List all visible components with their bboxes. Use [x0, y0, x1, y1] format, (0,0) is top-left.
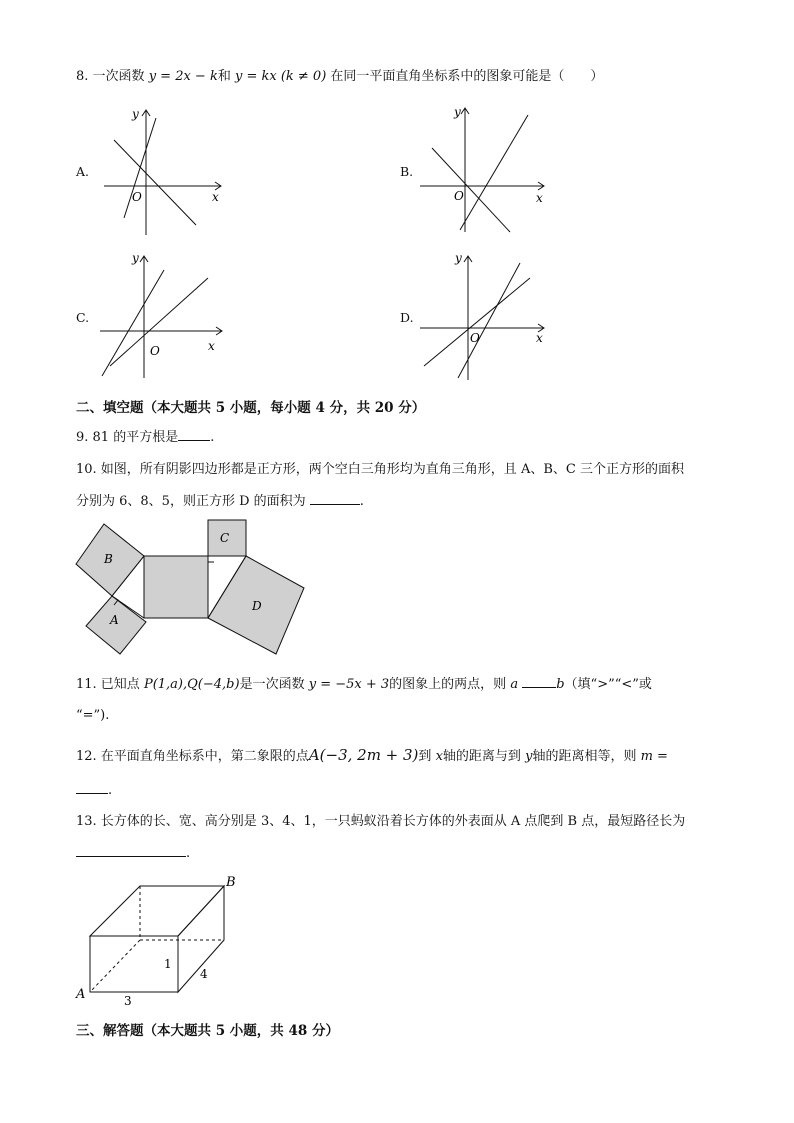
q8-option-c-label: C. [76, 310, 90, 325]
q8-graph-d-origin: O [470, 331, 480, 345]
q10-label-a: A [110, 613, 119, 627]
q12-answer-blank[interactable] [76, 780, 108, 794]
q12-line2 [76, 780, 112, 800]
q11-function: y = −5x + 3 [308, 677, 390, 692]
q8-stem-prefix: 8. 一次函数 [76, 69, 145, 84]
q8-graph-d [418, 248, 548, 383]
q11-line1 [76, 674, 652, 694]
q11-var-a: a [510, 677, 519, 692]
q8-graph-a [96, 100, 226, 240]
q12-prefix: 12. 在平面直角坐标系中，第二象限的点 [76, 749, 309, 764]
q12-mid1: 到 [418, 749, 432, 764]
q12-line1 [76, 746, 668, 766]
q9-answer-blank[interactable] [178, 427, 210, 441]
q8-graph-c-y-label: y [132, 251, 139, 265]
q13-height-label: 1 [164, 957, 172, 971]
q8-graph-b [418, 100, 548, 240]
q8-graph-c-x-label: x [208, 339, 215, 353]
q13-line2 [76, 843, 190, 863]
q13-answer-blank[interactable] [76, 843, 186, 857]
q13-width-label: 4 [200, 967, 208, 981]
q12-end: . [108, 783, 113, 798]
q13-label-a: A [76, 987, 86, 1002]
q8-graph-c [96, 248, 226, 383]
q10-line2-text: 分别为 6、8、5，则正方形 D 的面积为 [76, 494, 306, 509]
q8-graph-c-origin: O [150, 344, 160, 358]
q10-line2 [76, 491, 364, 511]
q12-mid2: 轴的距离与到 [442, 749, 521, 764]
q11-tail: （填“>”“<”或 [564, 677, 652, 692]
q8-graph-d-y-label: y [455, 251, 462, 265]
q10-label-c: C [220, 531, 230, 545]
q8-graph-b-y-label: y [454, 105, 461, 119]
q11-answer-blank[interactable] [522, 674, 556, 688]
q13-end: . [186, 846, 191, 861]
q10-label-d: D [252, 599, 262, 613]
q8-stem [76, 68, 603, 86]
central-square [144, 556, 208, 618]
q11-var-b: b [556, 677, 565, 692]
q12-m: m = [640, 749, 668, 764]
q11-mid: 是一次函数 [239, 677, 305, 692]
q8-stem-suffix: 在同一平面直角坐标系中的图象可能是（ ） [330, 69, 604, 84]
q10-figure [74, 516, 314, 658]
q8-stem-and: 和 [217, 69, 231, 84]
q8-graph-b-origin: O [454, 189, 464, 203]
q13-label-b: B [226, 875, 236, 890]
q12-point: A(−3, 2m + 3) [308, 746, 419, 764]
q12-mid3: 轴的距离相等，则 [532, 749, 637, 764]
q10-end: . [359, 494, 364, 509]
q11-points: P(1,a),Q(−4,b) [143, 677, 240, 692]
q12-y: y [525, 749, 533, 764]
q10-answer-blank[interactable] [310, 491, 360, 505]
section-2-title: 二、填空题（本大题共 5 小题，每小题 4 分，共 20 分） [76, 400, 426, 416]
q10-label-b: B [104, 552, 113, 566]
q9-end: . [210, 430, 215, 445]
q8-option-a-label: A. [76, 164, 90, 179]
q8-function-2: y = kx (k ≠ 0) [234, 69, 327, 84]
q10-line1: 10. 如图，所有阴影四边形都是正方形，两个空白三角形均为直角三角形，且 A、B、C 三个正方形的面积 [76, 462, 684, 477]
q12-x: x [435, 749, 443, 764]
q8-graph-a-x-label: x [212, 190, 219, 204]
q8-function-1: y = 2x − k [148, 69, 218, 84]
q13-length-label: 3 [124, 994, 132, 1008]
q8-option-d-label: D. [400, 310, 414, 325]
q11-prefix: 11. 已知点 [76, 677, 140, 692]
q8-graph-a-y-label: y [132, 107, 139, 121]
q8-graph-b-x-label: x [536, 191, 543, 205]
q8-option-b-label: B. [400, 164, 414, 179]
q9-text: 9. 81 的平方根是 [76, 430, 179, 445]
section-3-title: 三、解答题（本大题共 5 小题，共 48 分） [76, 1023, 339, 1039]
q9 [76, 427, 214, 447]
q13-line1: 13. 长方体的长、宽、高分别是 3、4、1，一只蚂蚁沿着长方体的外表面从 A 点爬到 B 点，最短路径长为 [76, 814, 686, 829]
q8-graph-a-origin: O [132, 190, 142, 204]
q8-graph-d-x-label: x [536, 331, 543, 345]
q13-cuboid-figure [72, 872, 252, 1012]
q11-post: 的图象上的两点，则 [389, 677, 507, 692]
q11-line2: “=”). [76, 708, 110, 723]
